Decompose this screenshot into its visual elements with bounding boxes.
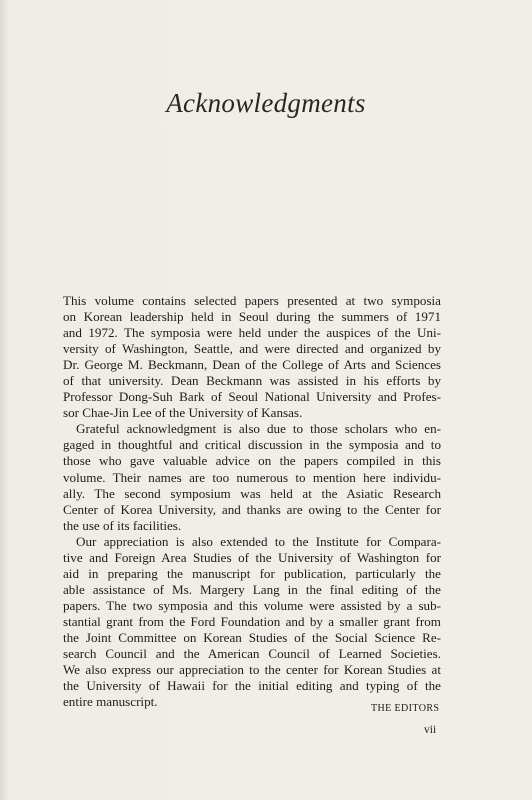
text-line: sor Chae-Jin Lee of the University of Kansas.	[63, 405, 303, 421]
text-line: ally. The second symposium was held at the Asiatic Research	[63, 485, 441, 501]
text-line: Our appreciation is also extended to the Institute for Compara-	[76, 533, 441, 549]
paragraph-3	[63, 534, 441, 711]
text-line: the use of its facilities.	[63, 517, 182, 533]
text-line: on Korean leadership held in Seoul during the summers of 1971	[63, 309, 441, 325]
editors-signature: THE EDITORS	[371, 703, 440, 714]
text-line: aid in preparing the manuscript for publication, particularly the	[63, 565, 441, 581]
text-line: and 1972. The symposia were held under the auspices of the Uni-	[63, 325, 441, 341]
text-line: gaged in thoughtful and critical discussion in the symposia and to	[63, 437, 441, 453]
text-line: the Joint Committee on Korean Studies of the Social Science Re-	[63, 629, 441, 645]
text-line: those who gave valuable advice on the papers compiled in this	[63, 453, 441, 469]
text-line: papers. The two symposia and this volume were assisted by a sub-	[63, 597, 441, 613]
text-line: the University of Hawaii for the initial editing and typing of the	[63, 678, 441, 694]
text-line: volume. Their names are too numerous to mention here individu-	[63, 469, 441, 485]
text-line: versity of Washington, Seattle, and were directed and organized by	[63, 341, 441, 357]
text-line: Center of Korea University, and thanks are owing to the Center for	[63, 501, 441, 517]
text-line: search Council and the American Council of Learned Societies.	[63, 646, 441, 662]
text-line: Professor Dong-Suh Bark of Seoul National University and Profes-	[63, 389, 441, 405]
text-line: Grateful acknowledgment is also due to those scholars who en-	[76, 421, 441, 437]
text-line: We also express our appreciation to the center for Korean Studies at	[63, 662, 441, 678]
acknowledgments-body	[63, 293, 441, 710]
text-line: tive and Foreign Area Studies of the University of Washington for	[63, 549, 441, 565]
text-line: Dr. George M. Beckmann, Dean of the College of Arts and Sciences	[63, 357, 441, 373]
paragraph-1	[63, 293, 441, 421]
page-number: vii	[424, 724, 437, 736]
text-line: entire manuscript.	[63, 694, 158, 710]
text-line: of that university. Dean Beckmann was assisted in his efforts by	[63, 373, 441, 389]
text-line: This volume contains selected papers presented at two symposia	[63, 293, 441, 308]
paragraph-2	[63, 421, 441, 533]
page-title: Acknowledgments	[166, 88, 366, 118]
text-line: stantial grant from the Ford Foundation and by a smaller grant from	[63, 613, 441, 629]
text-line: able assistance of Ms. Margery Lang in the final editing of the	[63, 581, 441, 597]
